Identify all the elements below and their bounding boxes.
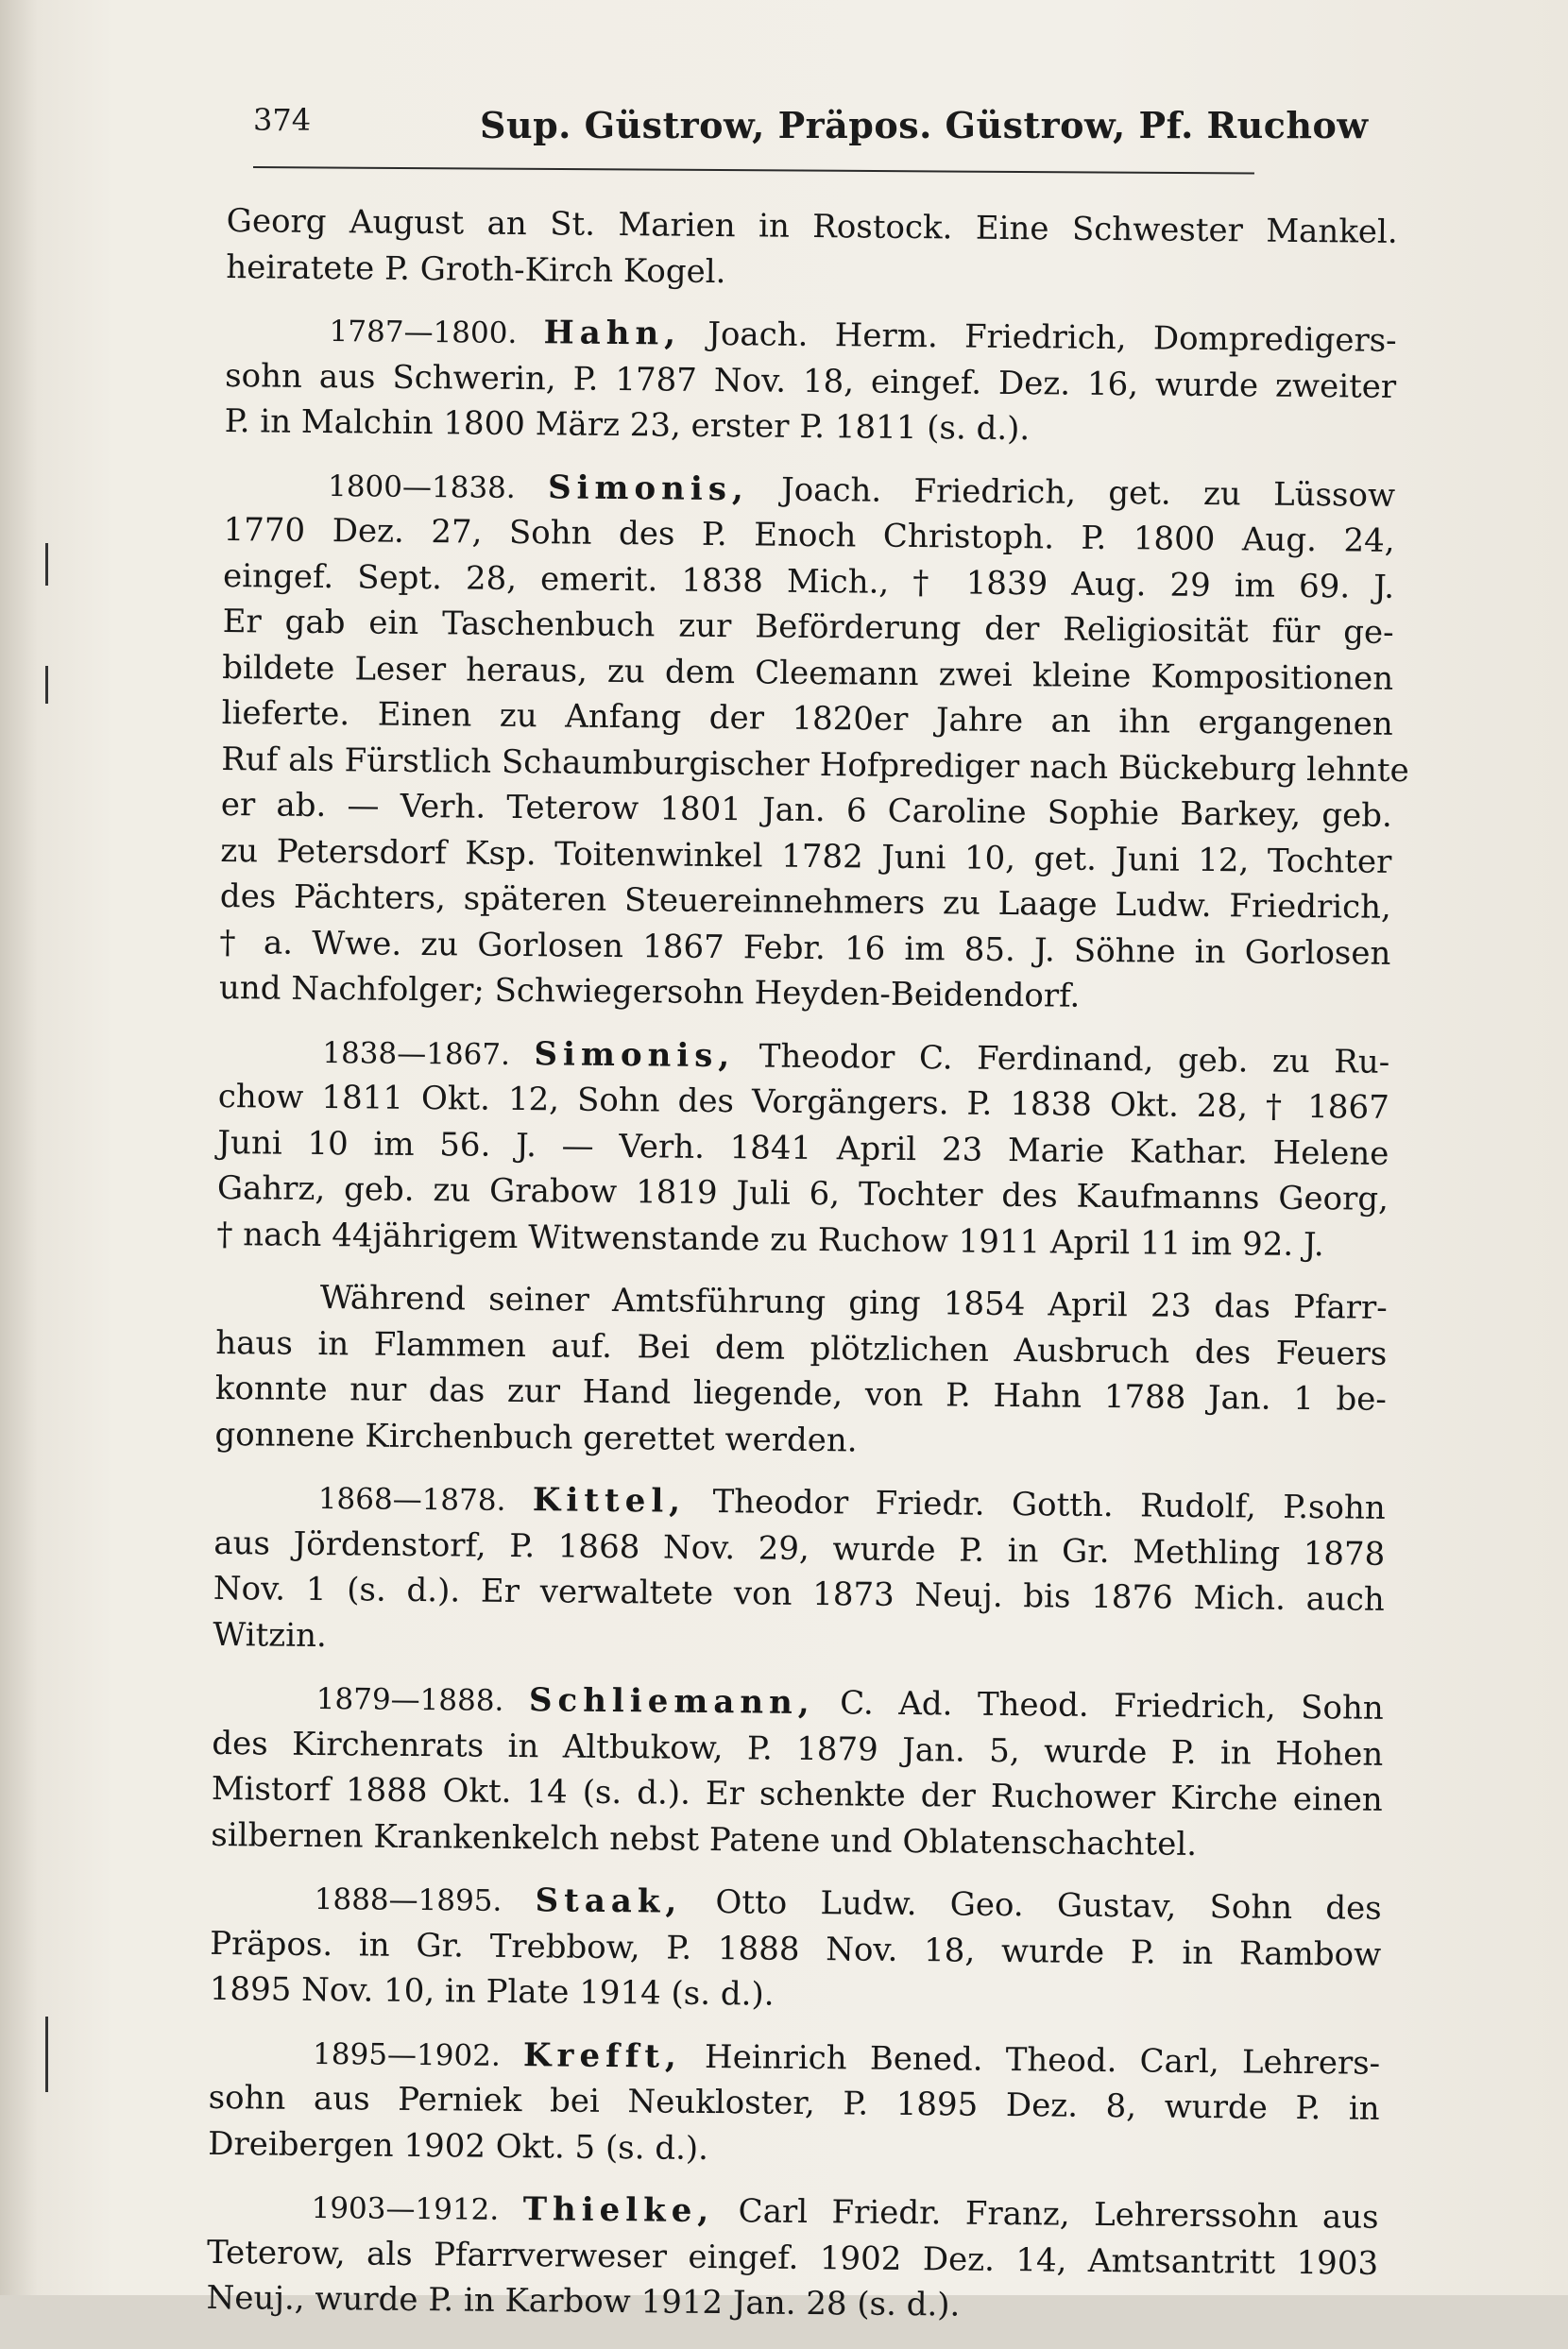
pastor-name: Staak, (535, 1881, 683, 1921)
text-line: sohn aus Schwerin, P. 1787 Nov. 18, eingef. Dez. 16, wurde zweiter (225, 356, 1397, 406)
page-edge-mark (45, 2017, 48, 2092)
entry-pastor (211, 1675, 1384, 1869)
text-line: Er gab ein Taschenbuch zur Beförderung der Religiosität für ge- (222, 602, 1394, 652)
text-line: silbernen Krankenkelch nebst Patene und Oblatenschachtel. (211, 1815, 1198, 1864)
pastor-name: Thielke, (522, 2190, 715, 2231)
entry-years: 1895—1902. (312, 2036, 501, 2073)
text-line: P. in Malchin 1800 März 23, erster P. 1811 (s. d.). (224, 401, 1031, 449)
entry-years: 1868—1878. (317, 1481, 506, 1518)
text-line: er ab. — Verh. Teterow 1801 Jan. 6 Caroline Sophie Barkey, geb. (220, 785, 1392, 835)
entry-years: 1888—1895. (314, 1881, 503, 1918)
text-line: Juni 10 im 56. J. — Verh. 1841 April 23 Marie Kathar. Helene (217, 1123, 1389, 1173)
text-line: bildete Leser heraus, zu dem Cleemann zwei kleine Kompositionen (222, 648, 1394, 698)
page-number: 374 (253, 102, 312, 138)
entry-years: 1838—1867. (322, 1035, 511, 1072)
text-line: des Kirchenrats in Altbukow, P. 1879 Jan. 5, wurde P. in Hohen (212, 1724, 1384, 1774)
pastor-name: Schliemann, (528, 1681, 815, 1723)
entry-years: 1879—1888. (315, 1681, 504, 1718)
text-line: Mistorf 1888 Okt. 14 (s. d.). Er schenkte der Ruchower Kirche einen (211, 1769, 1383, 1819)
text-line: Nov. 1 (s. d.). Er verwaltete von 1873 Neuj. bis 1876 Mich. auch (213, 1569, 1386, 1619)
page-edge-mark (45, 543, 48, 586)
text-line: Präpos. in Gr. Trebbow, P. 1888 Nov. 18, wurde P. in Rambow (210, 1924, 1382, 1974)
pastor-name: Krefft, (522, 2035, 683, 2076)
text-line: Theodor C. Ferdinand, geb. zu Ru- (758, 1036, 1390, 1081)
body-text (206, 198, 1409, 2349)
text-line: Teterow, als Pfarrverweser eingef. 1902 Dez. 14, Amtsantritt 1903 (206, 2233, 1379, 2283)
entry-years: 1787—1800. (329, 315, 518, 350)
text-line: Carl Friedr. Franz, Lehrerssohn aus (738, 2192, 1379, 2237)
text-line: Georg August an St. Marien in Rostock. Eine Schwester Mankel. (226, 201, 1398, 251)
pastor-name: Kittel, (532, 1481, 687, 1521)
text-line: Neuj., wurde P. in Karbow 1912 Jan. 28 (s. d.). (206, 2278, 961, 2324)
text-line: Ruf als Fürstlich Schaumburgischer Hofprediger nach Bückeburg lehnte (221, 740, 1409, 790)
pastor-name: Simonis, (534, 1034, 736, 1075)
text-line: lieferte. Einen zu Anfang der 1820er Jahre an ihn ergangenen (221, 693, 1393, 743)
entry-continuation (226, 198, 1398, 301)
header-rule (253, 166, 1254, 174)
entry-paragraph (214, 1274, 1388, 1469)
text-line: C. Ad. Theod. Friedrich, Sohn (839, 1684, 1384, 1728)
text-line: aus Jördenstorf, P. 1868 Nov. 29, wurde P. in Gr. Methling 1878 (213, 1523, 1386, 1574)
text-line: † nach 44jährigem Witwenstande zu Ruchow 1911 April 11 im 92. J. (216, 1215, 1324, 1264)
entry-pastor (206, 2184, 1378, 2332)
text-line: gonnene Kirchenbuch gerettet werden. (214, 1415, 858, 1459)
running-head (253, 102, 1369, 159)
text-line: konnte nur das zur Hand liegende, von P. Hahn 1788 Jan. 1 be- (214, 1369, 1388, 1419)
text-line: Während seiner Amtsführung ging 1854 April 23 das Pfarr- (319, 1279, 1388, 1327)
text-line: Otto Ludw. Geo. Gustav, Sohn des (715, 1883, 1382, 1928)
running-head-title: Sup. Güstrow, Präpos. Güstrow, Pf. Ruchow (480, 104, 1369, 146)
text-line: heiratete P. Groth-Kirch Kogel. (226, 247, 726, 291)
text-line: und Nachfolger; Schwiegersohn Heyden-Beidendorf. (218, 968, 1081, 1015)
pastor-name: Hahn, (543, 314, 682, 353)
text-line: eingef. Sept. 28, emerit. 1838 Mich., † 1839 Aug. 29 im 69. J. (222, 556, 1395, 606)
text-line: haus in Flammen auf. Bei dem plötzlichen Ausbruch des Feuers (215, 1323, 1388, 1373)
text-line: Witzin. (213, 1615, 327, 1655)
text-line: Joach. Friedrich, get. zu Lüssow (780, 470, 1396, 515)
text-line: Joach. Herm. Friedrich, Dompredigers- (707, 315, 1397, 360)
text-line: chow 1811 Okt. 12, Sohn des Vorgängers. P. 1838 Okt. 28, † 1867 (217, 1077, 1390, 1127)
entry-pastor (210, 1875, 1382, 2023)
pastor-name: Simonis, (547, 468, 749, 508)
text-line: Dreibergen 1902 Okt. 5 (s. d.). (208, 2124, 709, 2168)
text-line: Gahrz, geb. zu Grabow 1819 Juli 6, Tochter des Kaufmanns Georg, (216, 1168, 1389, 1218)
entry-pastor (224, 307, 1396, 455)
entry-pastor (216, 1028, 1389, 1268)
text-line: Theodor Friedr. Gotth. Rudolf, P.sohn (712, 1483, 1386, 1527)
text-line: 1770 Dez. 27, Sohn des P. Enoch Christoph. P. 1800 Aug. 24, (223, 510, 1395, 560)
text-line: † a. Wwe. zu Gorlosen 1867 Febr. 16 im 85. J. Söhne in Gorlosen (219, 923, 1391, 973)
text-line: zu Petersdorf Ksp. Toitenwinkel 1782 Juni 10, get. Juni 12, Tochter (220, 831, 1392, 881)
text-line: sohn aus Perniek bei Neukloster, P. 1895 Dez. 8, wurde P. in (208, 2078, 1380, 2128)
entry-pastor (218, 461, 1409, 1022)
entry-years: 1800—1838. (327, 468, 516, 505)
entry-years: 1903—1912. (311, 2190, 500, 2227)
text-line: Heinrich Bened. Theod. Carl, Lehrers- (704, 2037, 1381, 2083)
text-line: 1895 Nov. 10, in Plate 1914 (s. d.). (209, 1969, 775, 2014)
page-edge-mark (45, 666, 48, 704)
entry-pastor (213, 1474, 1386, 1669)
text-line: des Pächters, späteren Steuereinnehmers zu Laage Ludw. Friedrich, (219, 877, 1392, 927)
entry-pastor (208, 2029, 1380, 2177)
